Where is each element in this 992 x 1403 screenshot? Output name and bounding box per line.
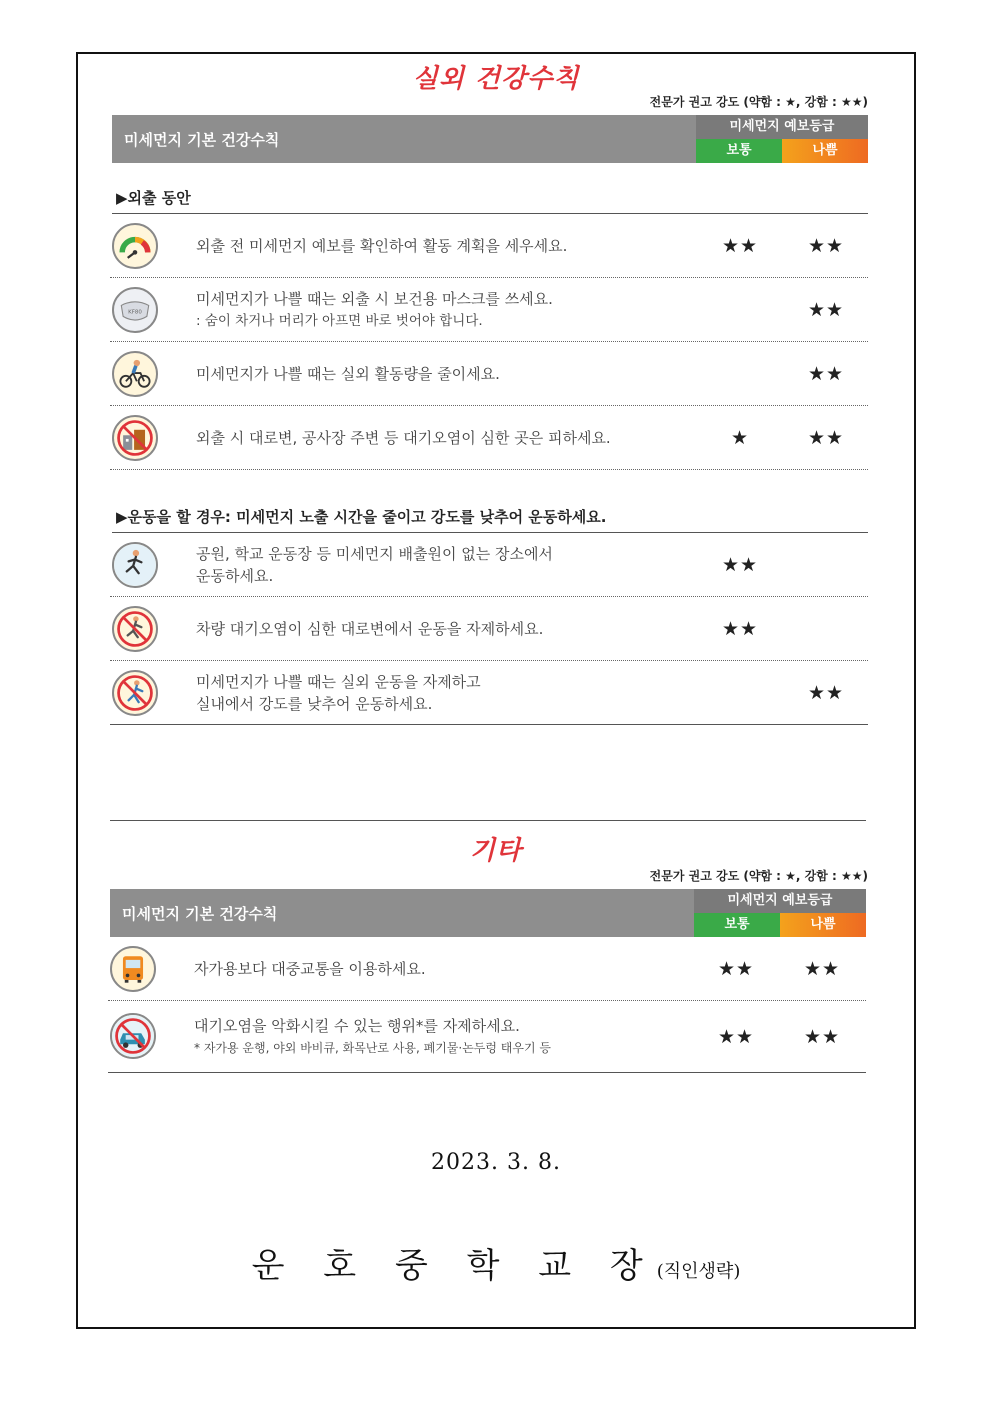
rating-normal: ★★: [721, 234, 759, 257]
cyclist-icon: [112, 351, 158, 397]
section1-legend-note: 전문가 권고 강도 (약함 : ★, 강함 : ★★): [649, 95, 868, 109]
rating-bad: [796, 597, 856, 660]
rating-bad: [796, 533, 856, 596]
no-outdoor-exercise-icon: [112, 670, 158, 716]
header-label: 미세먼지 기본 건강수칙: [124, 131, 280, 149]
section2-title: 기타: [469, 836, 523, 866]
rating-bad: ★★: [807, 362, 845, 385]
section1-table-header: [112, 115, 868, 163]
list-item: [110, 406, 868, 470]
seal-note: (직인생략): [656, 1261, 741, 1282]
section2-legend-note: 전문가 권고 강도 (약함 : ★, 강함 : ★★): [649, 869, 868, 883]
rating-bad: ★★: [807, 234, 845, 257]
rating-bad: ★★: [807, 426, 845, 449]
group-title-outing: ▶외출 동안: [116, 189, 191, 207]
section2-table-header: [110, 889, 866, 937]
issue-date: 2023. 3. 8.: [431, 1150, 561, 1175]
grade-bad: 나쁨: [780, 913, 866, 937]
list-item: [108, 937, 866, 1001]
rule-text-cont: 운동하세요.: [196, 566, 274, 585]
list-item: [108, 1001, 866, 1073]
grade-normal: 보통: [696, 139, 782, 163]
no-construction-icon: [112, 415, 158, 461]
rule-text: 미세먼지가 나쁠 때는 실외 활동량을 줄이세요.: [196, 364, 500, 383]
grade-title: 미세먼지 예보등급: [696, 115, 868, 139]
school-principal: 운 호 중 학 교 장: [251, 1246, 657, 1286]
grade-normal: 보통: [694, 913, 780, 937]
bus-icon: [110, 946, 156, 992]
section-divider: [110, 820, 866, 821]
rating-normal: [710, 278, 770, 341]
grade-header: [696, 115, 868, 163]
list-item: [110, 214, 868, 278]
section1-title: 실외 건강수칙: [412, 64, 580, 94]
rating-bad: ★★: [803, 1025, 841, 1048]
rating-normal: [710, 661, 770, 724]
rule-text: 공원, 학교 운동장 등 미세먼지 배출원이 없는 장소에서: [196, 544, 553, 563]
list-item: [110, 597, 868, 661]
no-roadside-exercise-icon: [112, 606, 158, 652]
rating-bad: ★★: [803, 957, 841, 980]
rule-text: 미세먼지가 나쁠 때는 외출 시 보건용 마스크를 쓰세요.: [196, 289, 553, 308]
runner-icon: [112, 542, 158, 588]
rating-normal: ★★: [717, 957, 755, 980]
rule-text: 외출 시 대로변, 공사장 주변 등 대기오염이 심한 곳은 피하세요.: [196, 428, 611, 447]
rating-bad: ★★: [807, 681, 845, 704]
group-title-exercise: ▶운동을 할 경우: 미세먼지 노출 시간을 줄이고 강도를 낮추어 운동하세요.: [116, 508, 607, 526]
grade-header: [694, 889, 866, 937]
rating-normal: ★★: [721, 617, 759, 640]
rule-footnote: * 자가용 운행, 야외 바비큐, 화목난로 사용, 폐기물·논두렁 태우기 등: [194, 1040, 551, 1055]
mask-icon: [112, 287, 158, 333]
rule-text-cont: 실내에서 강도를 낮추어 운동하세요.: [196, 694, 433, 713]
rule-text: 외출 전 미세먼지 예보를 확인하여 활동 계획을 세우세요.: [196, 236, 568, 255]
rule-subtext: : 숨이 차거나 머리가 아프면 바로 벗어야 합니다.: [196, 312, 483, 329]
signature-line: [0, 1238, 992, 1287]
rating-normal: ★★: [721, 553, 759, 576]
rule-text: 대기오염을 악화시킬 수 있는 행위*를 자제하세요.: [194, 1016, 520, 1035]
rating-normal: ★★: [717, 1025, 755, 1048]
gauge-icon: [112, 223, 158, 269]
list-item: [110, 342, 868, 406]
rule-text: 미세먼지가 나쁠 때는 실외 운동을 자제하고: [196, 672, 481, 691]
rating-normal: ★: [730, 426, 750, 449]
no-car-icon: [110, 1013, 156, 1059]
header-label: 미세먼지 기본 건강수칙: [122, 905, 278, 923]
rule-text: 자가용보다 대중교통을 이용하세요.: [194, 959, 426, 978]
svg-text:KF80: KF80: [128, 309, 142, 316]
list-item: [110, 661, 868, 725]
rating-normal: [710, 342, 770, 405]
rule-text: 차량 대기오염이 심한 대로변에서 운동을 자제하세요.: [196, 619, 544, 638]
list-item: [110, 533, 868, 597]
grade-bad: 나쁨: [782, 139, 868, 163]
rating-bad: ★★: [807, 298, 845, 321]
grade-title: 미세먼지 예보등급: [694, 889, 866, 913]
list-item: [110, 278, 868, 342]
